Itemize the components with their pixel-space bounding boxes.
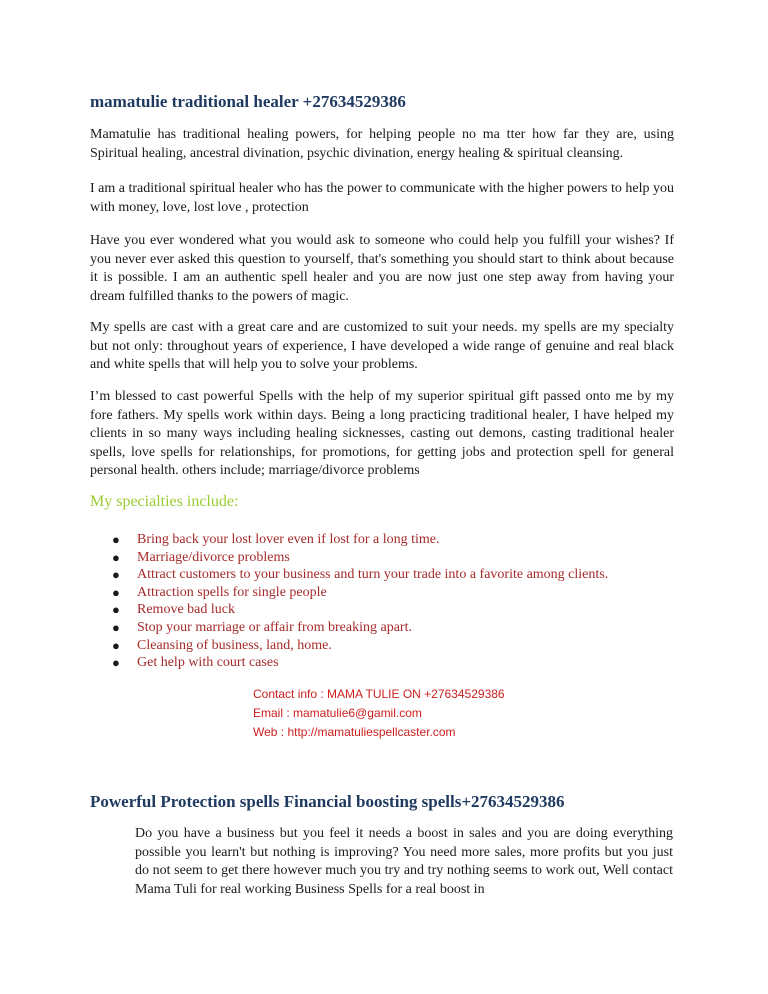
contact-email[interactable]: Email : mamatulie6@gamil.com xyxy=(253,706,422,720)
paragraph-blessed: I’m blessed to cast powerful Spells with the help of my superior spiritual gift passed onto me by my fore fathers. My spells work within days. Being a long practicing traditional healer, I have helped my clients in so many ways including healing sicknesses, casting out demons, casting traditional healer spells, love spells for relationships, for promotions, for getting jobs and protection spell for general personal health. others include; marriage/divorce problems xyxy=(90,389,674,478)
paragraph-business: Do you have a business but you feel it needs a boost in sales and you are doing everything possible you learn't but nothing is improving? You need more sales, more profits but you just do not seem to get there however much you try and try nothing seems to work out, Well contact Mama Tuli for real working Business Spells for a real boost in xyxy=(135,826,673,897)
paragraph-power: I am a traditional spiritual healer who has the power to communicate with the higher powers to help you with money, love, lost love , protection xyxy=(90,181,674,215)
paragraph-spells: My spells are cast with a great care and are customized to suit your needs. my spells are my specialty but not only: throughout years of experience, I have developed a wide range of genuine and real black and white spells that will help you to solve your problems. xyxy=(90,320,674,372)
list-item: ● Bring back your lost lover even if lost for a long time. xyxy=(112,532,440,547)
paragraph-wishes: Have you ever wondered what you would ask to someone who could help you fulfill your wishes? If you never ever asked this question to yourself, that's something you should start to think about because it is possible. I am an authentic spell healer and you are now just one step away from having your dream fulfilled thanks to the powers of magic. xyxy=(90,233,674,304)
contact-web[interactable]: Web : http://mamatuliespellcaster.com xyxy=(253,725,456,739)
bullet-icon: ● xyxy=(112,549,120,565)
list-item: ● Marriage/divorce problems xyxy=(112,549,290,565)
specialties-list xyxy=(112,531,608,672)
bullet-icon: ● xyxy=(112,637,120,653)
list-item: ● Stop your marriage or affair from breaking apart. xyxy=(112,619,412,635)
contact-block xyxy=(253,685,505,742)
contact-info: Contact info : MAMA TULIE ON +27634529386 xyxy=(253,687,505,701)
bullet-icon: ● xyxy=(112,584,120,600)
bullet-icon: ● xyxy=(112,602,120,618)
list-item: ● Attract customers to your business and turn your trade into a favorite among clients. xyxy=(112,567,609,583)
bullet-icon: ● xyxy=(112,619,120,635)
paragraph-intro: Mamatulie has traditional healing powers, for helping people no ma tter how far they are, using Spiritual healing, ancestral divination, psychic divination, energy healing & spiritual cleansing. xyxy=(90,127,674,161)
bullet-icon: ● xyxy=(112,532,120,547)
section-heading-protection: Powerful Protection spells Financial boosting spells+27634529386 xyxy=(90,792,565,811)
list-item: ● Get help with court cases xyxy=(112,655,279,671)
specialties-heading: My specialties include: xyxy=(90,493,239,510)
bullet-icon: ● xyxy=(112,655,120,671)
page-title: mamatulie traditional healer +27634529386 xyxy=(90,92,406,111)
list-item: ● Cleansing of business, land, home. xyxy=(112,637,332,653)
list-item: ● Remove bad luck xyxy=(112,602,235,618)
list-item: ● Attraction spells for single people xyxy=(112,584,327,600)
bullet-icon: ● xyxy=(112,567,120,583)
